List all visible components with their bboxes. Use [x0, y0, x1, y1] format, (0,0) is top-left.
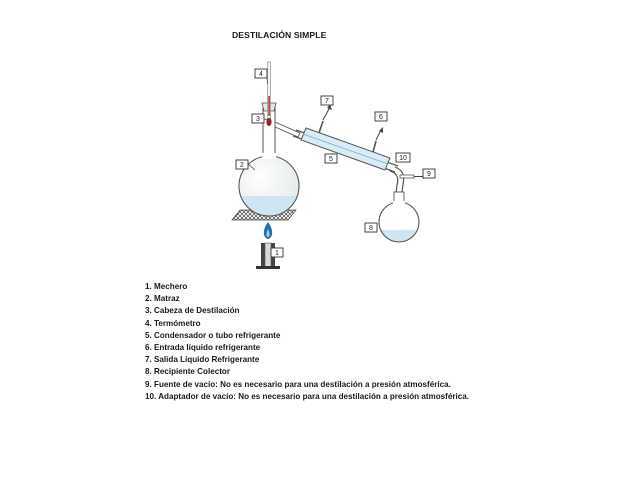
callout-4	[255, 69, 267, 78]
svg-text:4: 4	[259, 71, 263, 78]
legend-item: 1. Mechero	[145, 282, 188, 291]
callout-7	[321, 96, 333, 105]
callout-8	[365, 223, 377, 232]
svg-text:2: 2	[240, 162, 244, 169]
legend-item: 6. Entrada líquido refrigerante	[145, 343, 261, 353]
callout-6	[375, 112, 387, 121]
legend-item: 10. Adaptador de vacío: No es necesario para una destilación a presión atmosférica.	[145, 391, 470, 401]
svg-text:9: 9	[427, 171, 431, 178]
svg-text:5: 5	[329, 156, 333, 163]
flame-icon	[264, 222, 272, 239]
legend-item: 9. Fuente de vacío: No es necesario para una destilación a presión atmosférica.	[145, 379, 451, 389]
callout-5	[325, 154, 337, 163]
legend-item: 2. Matraz	[145, 294, 180, 304]
receiving-flask	[378, 192, 420, 244]
callout-9	[423, 169, 435, 178]
legend-item: 4. Termómetro	[145, 318, 201, 328]
svg-text:10: 10	[399, 155, 407, 162]
legend-item: 8. Recipiente Colector	[145, 367, 231, 377]
svg-text:8: 8	[369, 225, 373, 232]
svg-text:6: 6	[379, 114, 383, 121]
callout-1	[271, 248, 283, 257]
diagram-title: DESTILACIÓN SIMPLE	[232, 30, 327, 40]
callout-2	[236, 160, 248, 169]
legend-item: 7. Salida Líquido Refrigerante	[145, 355, 260, 365]
svg-text:1: 1	[275, 250, 279, 257]
legend-item: 5. Condensador o tubo refrigerante	[145, 330, 281, 340]
callout-10	[396, 153, 410, 162]
callout-3	[252, 114, 264, 123]
svg-text:3: 3	[256, 116, 260, 123]
svg-text:7: 7	[325, 98, 329, 105]
coolant-arrows	[323, 104, 383, 140]
legend-list	[145, 281, 525, 403]
legend-item: 3. Cabeza de Destilación	[145, 306, 240, 316]
